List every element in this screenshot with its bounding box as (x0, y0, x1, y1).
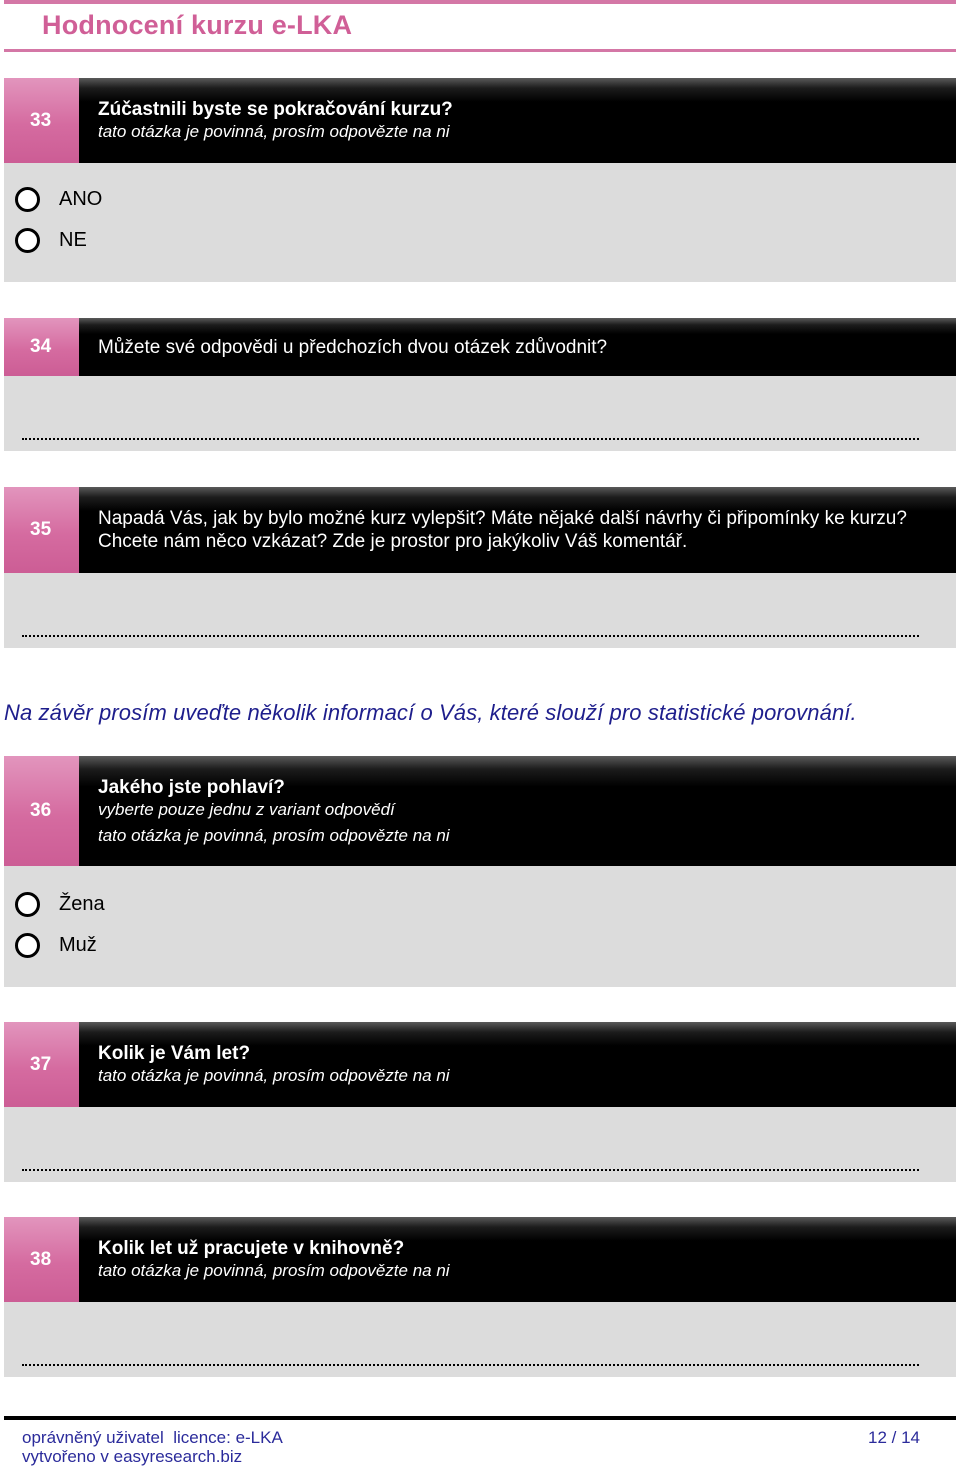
option-ne[interactable] (15, 228, 87, 253)
question-36-answers (4, 866, 956, 987)
option-label: Muž (59, 934, 97, 956)
question-text: Kolik let už pracujete v knihovně? (98, 1238, 405, 1259)
question-35-header (4, 487, 956, 573)
question-text: Jakého jste pohlaví? (98, 776, 285, 798)
question-number: 35 (4, 487, 79, 573)
question-35-answer-area[interactable] (4, 573, 956, 648)
option-ano[interactable] (15, 187, 102, 212)
question-text: Kolik je Vám let? (98, 1043, 251, 1064)
question-number: 37 (4, 1022, 79, 1107)
option-zena[interactable] (15, 892, 105, 917)
footer-info (22, 1428, 283, 1466)
option-label: ANO (59, 188, 103, 210)
section-note: Na závěr prosím uveďte několik informací o Vás, které slouží pro statistické porovnání. (4, 700, 857, 725)
question-38-answer-area[interactable] (4, 1302, 956, 1377)
required-note: tato otázka je povinná, prosím odpovězte na ni (98, 1066, 450, 1085)
question-text: Můžete své odpovědi u předchozích dvou otázek zdůvodnit? (98, 336, 608, 358)
required-note: tato otázka je povinná, prosím odpovězte na ni (98, 122, 450, 141)
footer-divider (4, 1416, 956, 1420)
question-34-header (4, 318, 956, 376)
question-33-answers (4, 163, 956, 282)
answer-line[interactable] (22, 635, 919, 637)
question-number: 38 (4, 1217, 79, 1302)
page-number: 12 / 14 (868, 1428, 920, 1447)
instruction-note: vyberte pouze jednu z variant odpovědí (98, 799, 395, 819)
question-number: 34 (4, 318, 79, 376)
answer-line[interactable] (22, 438, 919, 440)
radio-button[interactable] (15, 187, 40, 212)
radio-button[interactable] (15, 228, 40, 253)
required-note: tato otázka je povinná, prosím odpovězte na ni (98, 1261, 450, 1280)
page-title: Hodnocení kurzu e-LKA (42, 10, 353, 40)
radio-button[interactable] (15, 933, 40, 958)
option-label: Žena (59, 893, 105, 915)
question-36-header (4, 756, 956, 866)
question-37-answer-area[interactable] (4, 1107, 956, 1182)
answer-line[interactable] (22, 1169, 919, 1171)
footer-license: oprávněný uživatel licence: e-LKA (22, 1428, 283, 1447)
question-number: 33 (4, 78, 79, 163)
question-38-header (4, 1217, 956, 1302)
question-number: 36 (4, 756, 79, 866)
question-text: Zúčastnili byste se pokračování kurzu? (98, 99, 453, 120)
question-text: Napadá Vás, jak by bylo možné kurz vylepšit? Máte nějaké další návrhy či připomínky ke kurzu? Chcete nám něco vzkázat? Zde je prostor pro jakýkoliv Váš komentář. (98, 508, 907, 552)
radio-button[interactable] (15, 892, 40, 917)
required-note: tato otázka je povinná, prosím odpovězte na ni (98, 825, 450, 845)
option-label: NE (59, 229, 87, 251)
question-33-header (4, 78, 956, 163)
option-muz[interactable] (15, 933, 97, 958)
question-37-header (4, 1022, 956, 1107)
page-header (4, 0, 956, 52)
answer-line[interactable] (22, 1364, 919, 1366)
footer-created: vytvořeno v easyresearch.biz (22, 1447, 243, 1466)
question-34-answer-area[interactable] (4, 376, 956, 451)
